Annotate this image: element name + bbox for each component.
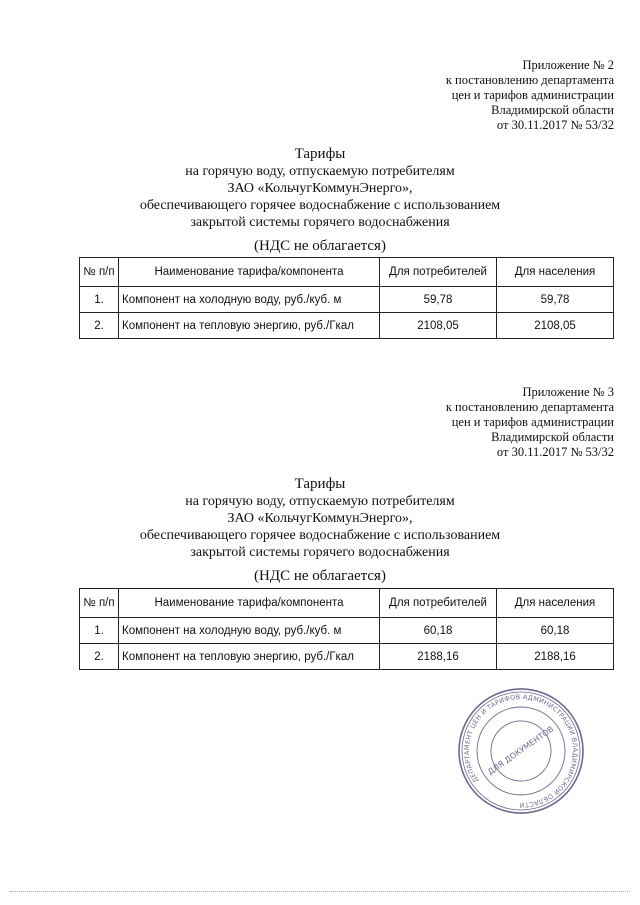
table-header-row: [80, 589, 614, 618]
row-number: 2.: [80, 313, 119, 339]
column-header: Для потребителей: [380, 258, 497, 287]
title-line: ЗАО «КольчугКоммунЭнерго»,: [227, 181, 413, 196]
row-number: 1.: [80, 618, 119, 644]
population-tariff: 59,78: [497, 287, 614, 313]
row-number: 1.: [80, 287, 119, 313]
component-name: Компонент на холодную воду, руб./куб. м: [119, 618, 380, 644]
appendix-line: Владимирской области: [491, 430, 614, 444]
table-row: [80, 313, 614, 339]
column-header: Наименование тарифа/компонента: [119, 589, 380, 618]
column-header: Наименование тарифа/компонента: [119, 258, 380, 287]
column-header: Для потребителей: [380, 589, 497, 618]
column-header: № п/п: [80, 589, 119, 618]
tariff-title-block-3: [0, 476, 640, 585]
title-main: Тарифы: [294, 146, 346, 162]
title-line: закрытой системы горячего водоснабжения: [190, 215, 450, 230]
title-line: обеспечивающего горячее водоснабжение с использованием: [139, 528, 501, 543]
stamp-center-text: ДЛЯ ДОКУМЕНТОВ: [486, 724, 556, 777]
column-header: Для населения: [497, 589, 614, 618]
component-name: Компонент на холодную воду, руб./куб. м: [119, 287, 380, 313]
appendix-number: Приложение № 3: [522, 385, 614, 399]
appendix-date: от 30.11.2017 № 53/32: [496, 118, 614, 132]
title-main: Тарифы: [294, 476, 346, 492]
population-tariff: 2108,05: [497, 313, 614, 339]
table-header-row: [80, 258, 614, 287]
consumer-tariff: 60,18: [380, 618, 497, 644]
title-line: закрытой системы горячего водоснабжения: [190, 545, 450, 560]
appendix-line: цен и тарифов администрации: [451, 415, 614, 429]
tariff-table-3: [79, 588, 614, 670]
consumer-tariff: 59,78: [380, 287, 497, 313]
official-stamp: [456, 686, 586, 816]
stamp-ring-text: ДЕПАРТАМЕНТ ЦЕН И ТАРИФОВ АДМИНИСТРАЦИИ ВЛАДИМИРСКОЙ ОБЛАСТИ: [462, 692, 580, 810]
appendix-line: к постановлению департамента: [445, 400, 614, 414]
tariff-title-block-2: [0, 146, 640, 255]
appendix-line: к постановлению департамента: [445, 73, 614, 87]
tariff-table-2: [79, 257, 614, 339]
row-number: 2.: [80, 644, 119, 670]
component-name: Компонент на тепловую энергию, руб./Гкал: [119, 644, 380, 670]
appendix-header-2: [446, 58, 614, 133]
appendix-header-3: [446, 385, 614, 460]
consumer-tariff: 2108,05: [380, 313, 497, 339]
table-row: [80, 644, 614, 670]
population-tariff: 60,18: [497, 618, 614, 644]
table-row: [80, 287, 614, 313]
table-row: [80, 618, 614, 644]
component-name: Компонент на тепловую энергию, руб./Гкал: [119, 313, 380, 339]
consumer-tariff: 2188,16: [380, 644, 497, 670]
title-line: обеспечивающего горячее водоснабжение с использованием: [139, 198, 501, 213]
appendix-date: от 30.11.2017 № 53/32: [496, 445, 614, 459]
appendix-line: цен и тарифов администрации: [451, 88, 614, 102]
title-line: ЗАО «КольчугКоммунЭнерго»,: [227, 511, 413, 526]
title-line: на горячую воду, отпускаемую потребителям: [185, 494, 455, 509]
vat-note: (НДС не облагается): [254, 568, 386, 584]
population-tariff: 2188,16: [497, 644, 614, 670]
column-header: № п/п: [80, 258, 119, 287]
column-header: Для населения: [497, 258, 614, 287]
appendix-number: Приложение № 2: [522, 58, 614, 72]
vat-note: (НДС не облагается): [254, 238, 386, 254]
appendix-line: Владимирской области: [491, 103, 614, 117]
title-line: на горячую воду, отпускаемую потребителям: [185, 164, 455, 179]
bottom-scan-artifact: [10, 891, 630, 892]
